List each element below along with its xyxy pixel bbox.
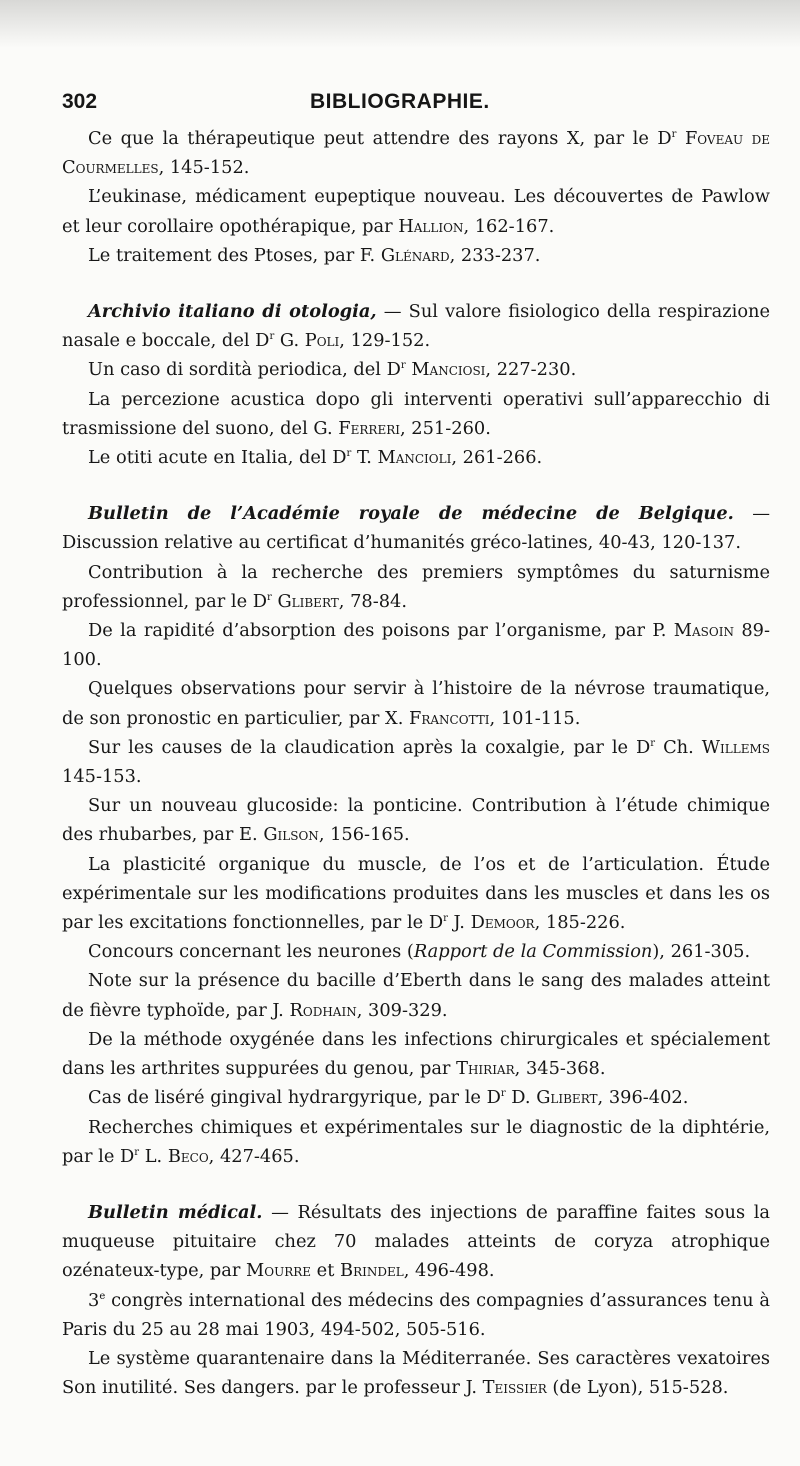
entry-text: et (311, 1260, 341, 1282)
entry-text: , 78-84. (338, 590, 407, 612)
superscript: r (269, 331, 275, 343)
entry-text: 89-100. (62, 620, 770, 671)
superscript: e (99, 1290, 106, 1302)
bibliography-section (62, 124, 770, 270)
scan-shadow (0, 0, 800, 48)
superscript: r (500, 1088, 506, 1100)
bibliography-entry (62, 499, 770, 557)
entry-text: , 101-115. (489, 707, 581, 729)
entry-text: Ce que la thérapeutique peut attendre des rayons X, par le D (88, 128, 672, 149)
bibliography-entry (62, 1344, 770, 1402)
author-name: Demoor (470, 912, 535, 934)
bibliography-entry (62, 1286, 770, 1344)
bibliography-entry (62, 558, 770, 616)
bibliography-entry (62, 241, 770, 270)
bibliography-section (62, 1198, 770, 1402)
bibliography-entry (62, 443, 770, 472)
author-name: Rodhain (289, 999, 357, 1021)
entry-text: — Discussion relative au certificat d’humanités gréco-latines, 40-43, 120-137. (62, 503, 770, 554)
entry-text: , 261-266. (451, 447, 543, 469)
bibliography-entry (62, 1083, 770, 1112)
running-head (62, 90, 762, 124)
entry-text: ), 261-305. (652, 941, 751, 963)
entry-text: De la méthode oxygénée dans les infections chirurgicales et spécialement dans les arthrites suppurées du genou, par (62, 1028, 770, 1080)
entry-text: D. (505, 1087, 537, 1109)
bibliography-entry (62, 1198, 770, 1286)
author-name: Ferreri (338, 417, 400, 439)
entry-text: Sur les causes de la claudication après la coxalgie, par le D (88, 736, 651, 758)
entry-text: — Sul valore fisiologico della respirazione nasale e boccale, del D (62, 301, 771, 352)
author-name: Mancioli (377, 447, 452, 469)
author-name: Beco (167, 1145, 209, 1167)
entry-text: L’eukinase, médicament eupeptique nouveau. Les découvertes de Pawlow et leur corollaire opothérapique, par (62, 186, 770, 237)
author-name: Glibert (277, 590, 339, 612)
author-name: Poli (304, 330, 340, 352)
bibliography-entry (62, 791, 770, 849)
journal-title: Bulletin médical. (88, 1201, 263, 1223)
entry-text: Le système quarantenaire dans la Méditerranée. Ses caractères vexatoires Son inutilité. Ses dangers. par le professeur J. (62, 1347, 770, 1399)
bibliography-entry (62, 937, 770, 966)
entry-text: , 309-329. (356, 999, 448, 1021)
author-name: Teissier (482, 1377, 547, 1399)
entry-text: 145-153. (62, 766, 142, 788)
bibliography-entry (62, 966, 770, 1024)
journal-title: Archivio italiano di otologia, (88, 301, 377, 323)
superscript: r (134, 1146, 140, 1158)
entry-text: , 396-402. (597, 1087, 689, 1109)
superscript: r (443, 913, 448, 925)
entry-text: , 345-368. (514, 1058, 606, 1080)
entry-text: La plasticité organique du muscle, de l’os et de l’articulation. Étude expérimentale sur les modifications produites dans les muscles et dans les os par les excitations fonctionnelles, par le D (62, 853, 770, 934)
superscript: r (650, 737, 656, 749)
bibliography-entry (62, 385, 770, 443)
entry-text (676, 128, 685, 149)
entry-text: — Résultats des injections de paraffine faites sous la muqueuse pituitaire chez 70 malades atteints de coryza atrophique ozénateux-type, par (62, 1201, 770, 1282)
entry-text: , 129-152. (339, 330, 431, 352)
entry-text: , 251-260. (400, 417, 491, 439)
entry-text: , 427-465. (208, 1145, 300, 1167)
bibliography-entry (62, 1025, 770, 1083)
author-name: Thiriar (456, 1058, 515, 1080)
bibliography-content (62, 124, 770, 1429)
author-name: Hallion (398, 215, 464, 237)
author-name: Foveau de Courmelles (62, 128, 770, 179)
superscript: r (400, 360, 406, 372)
superscript: r (346, 448, 352, 460)
bibliography-entry (62, 355, 770, 384)
entry-text: Recherches chimiques et expérimentales sur le diagnostic de la diphtérie, par le D (62, 1116, 770, 1167)
author-name: Mourre (246, 1260, 312, 1282)
superscript: r (671, 129, 677, 141)
italic-text: Rapport de la Commission (413, 941, 653, 963)
bibliography-entry (62, 1113, 770, 1171)
entry-text: L. (139, 1145, 168, 1167)
entry-text: Note sur la présence du bacille d’Eberth dans le sang des malades atteint de fièvre typhoïde, par J. (62, 970, 770, 1021)
author-name: Glibert (536, 1087, 598, 1109)
bibliography-section (62, 297, 770, 472)
bibliography-entry (62, 733, 770, 791)
entry-text: Le traitement des Ptoses, par F. (88, 244, 381, 266)
bibliography-entry (62, 616, 770, 674)
entry-text: Un caso di sordità periodica, del D (88, 359, 401, 381)
entry-text: T. (351, 447, 378, 469)
entry-text: Cas de liséré gingival hydrargyrique, par le D (88, 1087, 501, 1109)
author-name: Francotti (409, 707, 490, 729)
author-name: Gilson (263, 824, 319, 846)
entry-text: Sur un nouveau glucoside: la ponticine. Contribution à l’étude chimique des rhubarbes, par E. (62, 795, 770, 846)
page-number: 302 (62, 90, 98, 113)
bibliography-entry (62, 850, 770, 938)
entry-text: , 185-226. (534, 912, 626, 934)
entry-text: Le otiti acute en Italia, del D (88, 447, 347, 469)
bibliography-section (62, 499, 770, 1171)
entry-text: J. (447, 912, 471, 934)
entry-text: Concours concernant les neurones ( (88, 941, 414, 963)
superscript: r (267, 591, 272, 603)
entry-text: 3 (88, 1289, 100, 1311)
bibliography-entry (62, 297, 770, 355)
entry-text: , 162-167. (463, 215, 555, 237)
entry-text: G. (274, 330, 305, 352)
entry-text: , 145-152. (158, 157, 250, 179)
author-name: Willems (701, 736, 771, 758)
author-name: Brindel (340, 1260, 404, 1282)
entry-text: , 496-498. (403, 1260, 495, 1282)
entry-text: Quelques observations pour servir à l’histoire de la névrose traumatique, de son pronostic en particulier, par X. (62, 678, 770, 729)
bibliography-entry (62, 674, 770, 732)
header-title: BIBLIOGRAPHIE. (310, 90, 490, 113)
author-name: Glénard (380, 244, 450, 266)
entry-text: , 156-165. (318, 824, 410, 846)
entry-text: congrès international des médecins des compagnies d’assurances tenu à Paris du 25 au 28 mai 1903, 494-502, 505-516. (62, 1289, 770, 1340)
author-name: Masoin (673, 620, 734, 642)
entry-text: De la rapidité d’absorption des poisons par l’organisme, par P. (88, 620, 674, 642)
entry-text: Ch. (655, 736, 702, 758)
bibliography-entry (62, 182, 770, 240)
entry-text: Contribution à la recherche des premiers symptômes du saturnisme professionnel, par le D (62, 561, 770, 612)
journal-title: Bulletin de l’Académie royale de médecine de Belgique. (88, 503, 734, 525)
bibliography-entry (62, 124, 770, 182)
entry-text: , 227-230. (485, 359, 577, 381)
author-name: Manciosi (411, 359, 486, 381)
entry-text: La percezione acustica dopo gli interventi operativi sull’apparecchio di trasmissione del suono, del G. (62, 388, 770, 439)
entry-text: , 233-237. (449, 244, 541, 266)
entry-text: (de Lyon), 515-528. (546, 1377, 729, 1399)
